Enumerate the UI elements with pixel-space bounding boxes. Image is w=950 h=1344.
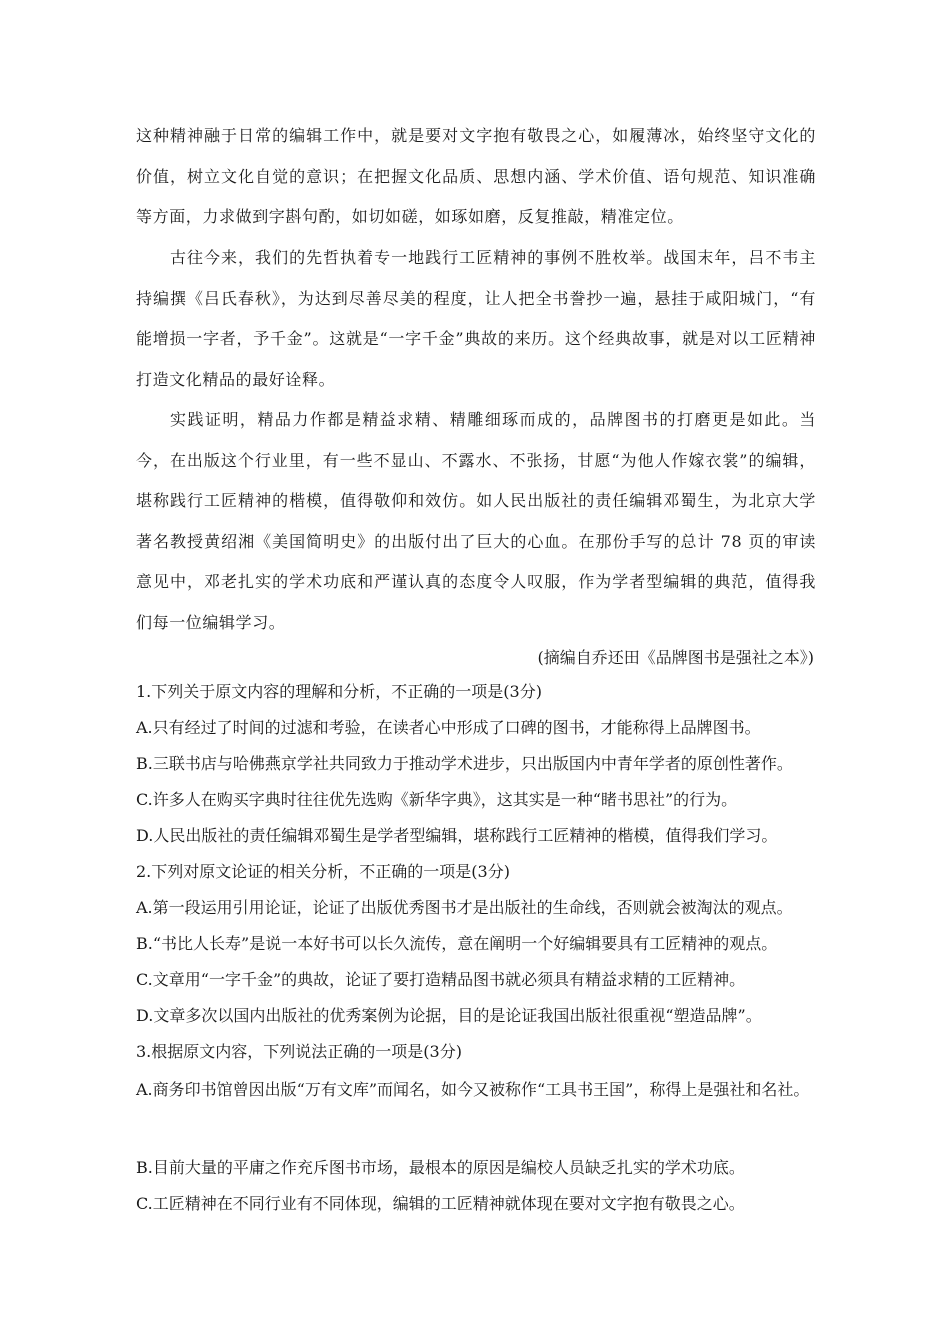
question-1-option-b: B.三联书店与哈佛燕京学社共同致力于推动学术进步，只出版国内中青年学者的原创性著作。 xyxy=(136,754,793,773)
question-2-option-b: B.“书比人长寿”是说一本好书可以长久流传，意在阐明一个好编辑要具有工匠精神的观点。 xyxy=(136,934,778,953)
passage-paragraph-3: 实践证明，精品力作都是精益求精、精雕细琢而成的，品牌图书的打磨更是如此。当今，在出版这个行业里，有一些不显山、不露水、不张扬，甘愿“为他人作嫁衣裳”的编辑，堪称践行工匠精神的楷模，值得敬仰和效仿。如人民出版社的责任编辑邓蜀生，为北京大学著名教授黄绍湘《美国简明史》的出版付出了巨大的心血。在那份手写的总计 78 页的审读意见中，邓老扎实的学术功底和严谨认真的态度令人叹服，作为学者型编辑的典范，值得我们每一位编辑学习。 xyxy=(136,410,816,632)
passage-paragraph-2: 古往今来，我们的先哲执着专一地践行工匠精神的事例不胜枚举。战国末年，吕不韦主持编撰《吕氏春秋》，为达到尽善尽美的程度，让人把全书誊抄一遍，悬挂于咸阳城门，“有能增损一字者，予千金”。这就是“一字千金”典故的来历。这个经典故事，就是对以工匠精神打造文化精品的最好诠释。 xyxy=(136,248,816,389)
passage-source: (摘编自乔还田《品牌图书是强社之本》) xyxy=(537,648,814,667)
question-2-option-a: A.第一段运用引用论证，论证了出版优秀图书才是出版社的生命线，否则就会被淘汰的观点。 xyxy=(136,898,793,917)
question-3-option-c: C.工匠精神在不同行业有不同体现，编辑的工匠精神就体现在要对文字抱有敬畏之心。 xyxy=(136,1194,745,1213)
question-2-option-d: D.文章多次以国内出版社的优秀案例为论据，目的是论证我国出版社很重视“塑造品牌”。 xyxy=(136,1006,762,1025)
question-3-option-a: A.商务印书馆曾因出版“万有文库”而闻名，如今又被称作“工具书王国”，称得上是强社和名社。 xyxy=(136,1080,810,1099)
question-3-stem: 3.根据原文内容，下列说法正确的一项是(3分) xyxy=(136,1042,462,1061)
question-1-option-d: D.人民出版社的责任编辑邓蜀生是学者型编辑，堪称践行工匠精神的楷模，值得我们学习。 xyxy=(136,826,778,845)
question-1-option-c: C.许多人在购买字典时往往优先选购《新华字典》，这其实是一种“睹书思社”的行为。 xyxy=(136,790,738,809)
passage-paragraph-1: 这种精神融于日常的编辑工作中，就是要对文字抱有敬畏之心，如履薄冰，始终坚守文化的价值，树立文化自觉的意识；在把握文化品质、思想内涵、学术价值、语句规范、知识准确等方面，力求做到字斟句酌，如切如磋，如琢如磨，反复推敲，精准定位。 xyxy=(136,126,816,226)
question-3-option-b: B.目前大量的平庸之作充斥图书市场，最根本的原因是编校人员缺乏扎实的学术功底。 xyxy=(136,1158,745,1177)
question-2-option-c: C.文章用“一字千金”的典故，论证了要打造精品图书就必须具有精益求精的工匠精神。 xyxy=(136,970,746,989)
question-1-option-a: A.只有经过了时间的过滤和考验，在读者心中形成了口碑的图书，才能称得上品牌图书。 xyxy=(136,718,761,737)
question-2-stem: 2.下列对原文论证的相关分析，不正确的一项是(3分) xyxy=(136,862,510,881)
question-1-stem: 1.下列关于原文内容的理解和分析，不正确的一项是(3分) xyxy=(136,682,542,701)
